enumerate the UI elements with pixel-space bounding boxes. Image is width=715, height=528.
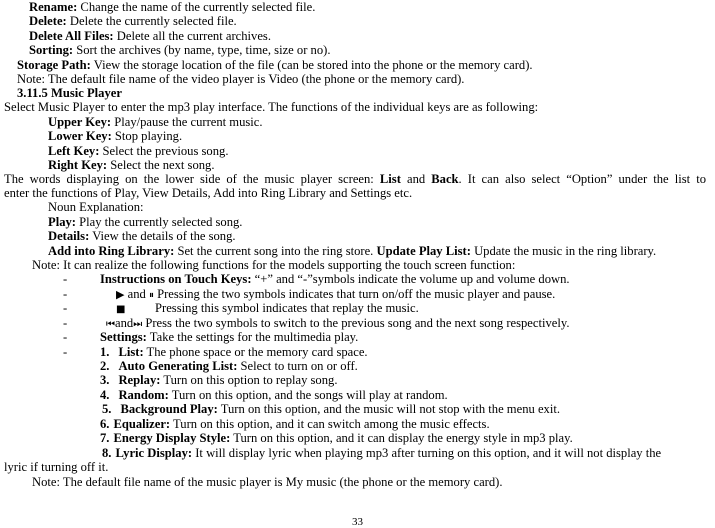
item-num: 3. — [100, 373, 110, 387]
item-term: Lyric Display: — [115, 446, 193, 460]
music-note: Note: The default file name of the music player is My music (the phone or the memory card). — [32, 475, 503, 489]
stop-icon: ■ — [116, 304, 126, 315]
delete-desc: Delete the currently selected file. — [66, 14, 237, 28]
noun-update-term: Update Play List: — [376, 244, 471, 258]
dash: - — [63, 330, 68, 344]
noun-heading: Noun Explanation: — [48, 200, 144, 214]
settings-item-2 — [100, 359, 358, 373]
touch-settings-desc: Take the settings for the multimedia play. — [146, 330, 359, 344]
screen-desc-line1 — [4, 172, 706, 186]
dash: - — [63, 301, 68, 315]
item-num: 1. — [100, 345, 110, 359]
settings-item-8 — [102, 446, 661, 460]
lower-key-line — [48, 129, 182, 143]
touch-settings-line — [100, 330, 358, 344]
item-desc: Turn on this option, and the music will not stop with the menu exit. — [217, 402, 560, 416]
delete-all-term: Delete All Files: — [29, 29, 114, 43]
touch-and2: and — [115, 316, 134, 330]
upper-key-term: Upper Key: — [48, 115, 112, 129]
lower-key-desc: Stop playing. — [111, 129, 183, 143]
noun-details-desc: View the details of the song. — [89, 229, 236, 243]
left-key-desc: Select the previous song. — [99, 144, 229, 158]
noun-play-term: Play: — [48, 215, 76, 229]
lower-key-term: Lower Key: — [48, 129, 112, 143]
delete-all-desc: Delete all the current archives. — [113, 29, 271, 43]
item-term: List: — [118, 345, 144, 359]
dash: - — [63, 272, 68, 286]
right-key-desc: Select the next song. — [107, 158, 215, 172]
screen-desc-a: The words displaying on the lower side of the music player screen: — [4, 172, 380, 186]
upper-key-desc: Play/pause the current music. — [111, 115, 263, 129]
settings-item-4 — [100, 388, 448, 402]
settings-item-7 — [100, 431, 573, 445]
item-term: Auto Generating List: — [118, 359, 238, 373]
storage-path-line — [17, 58, 533, 72]
item-num: 7. — [100, 431, 110, 445]
screen-desc-line2: enter the functions of Play, View Details, Add into Ring Library and Settings etc. — [4, 186, 413, 200]
item-desc: The phone space or the memory card space. — [143, 345, 368, 359]
page-number: 33 — [352, 516, 363, 528]
noun-play-desc: Play the currently selected song. — [75, 215, 243, 229]
touch-settings-term: Settings: — [100, 330, 147, 344]
right-key-line — [48, 158, 215, 172]
pause-icon: ⏸ — [148, 290, 154, 301]
noun-update-desc: Update the music in the ring library. — [470, 244, 657, 258]
item-desc: Turn on this option, and the songs will play at random. — [168, 388, 448, 402]
settings-item-6 — [100, 417, 490, 431]
previous-track-icon: ⏮ — [106, 319, 115, 330]
item-desc: Select to turn on or off. — [237, 359, 358, 373]
dash: - — [63, 287, 68, 301]
touch-stop-line — [116, 301, 125, 317]
touch-stop-desc: Pressing this symbol indicates that replay the music. — [155, 301, 419, 315]
upper-key-line — [48, 115, 263, 129]
noun-ring-term: Add into Ring Library: — [48, 244, 175, 258]
noun-details-term: Details: — [48, 229, 90, 243]
item-num: 2. — [100, 359, 110, 373]
touch-instructions-line — [100, 272, 570, 286]
rename-desc: Change the name of the currently selected file. — [77, 0, 316, 14]
settings-item-8-cont: lyric if turning off it. — [4, 460, 109, 474]
delete-line — [29, 14, 237, 28]
sorting-desc: Sort the archives (by name, type, time, size or no). — [73, 43, 331, 57]
item-desc: Turn on this option, and it can display the energy style in mp3 play. — [230, 431, 573, 445]
item-num: 8. — [102, 446, 112, 460]
next-track-icon: ⏭ — [133, 319, 143, 330]
storage-path-term: Storage Path: — [17, 58, 91, 72]
screen-desc-b: . It can also select “Option” under the list to — [458, 172, 707, 186]
item-num: 4. — [100, 388, 110, 402]
back-word: Back — [431, 172, 459, 186]
touch-instructions-term: Instructions on Touch Keys: — [100, 272, 252, 286]
list-word: List — [379, 172, 401, 186]
rename-line — [29, 0, 315, 14]
intro-text: Select Music Player to enter the mp3 play interface. The functions of the individual keys are as following: — [4, 100, 539, 114]
settings-item-5 — [102, 402, 560, 416]
noun-details-line — [48, 229, 236, 243]
dash: - — [63, 316, 68, 330]
noun-ring-desc: Set the current song into the ring store. — [174, 244, 377, 258]
noun-ring-line — [48, 244, 656, 258]
item-desc: Turn on this option, and it can switch among the music effects. — [170, 417, 490, 431]
item-desc: Turn on this option to replay song. — [160, 373, 338, 387]
delete-all-line — [29, 29, 271, 43]
item-term: Background Play: — [120, 402, 218, 416]
touch-instructions-desc: “+” and “-”symbols indicate the volume up and volume down. — [251, 272, 570, 286]
item-desc: It will display lyric when playing mp3 after turning on this option, and it will not display the — [192, 446, 662, 460]
left-key-line — [48, 144, 228, 158]
touch-note: Note: It can realize the following functions for the models supporting the touch screen function: — [32, 258, 516, 272]
item-term: Energy Display Style: — [113, 431, 231, 445]
sorting-term: Sorting: — [29, 43, 74, 57]
touch-and: and — [124, 287, 149, 301]
left-key-term: Left Key: — [48, 144, 100, 158]
item-term: Equalizer: — [113, 417, 171, 431]
storage-path-desc: View the storage location of the file (can be stored into the phone or the memory card). — [90, 58, 533, 72]
touch-prevnext-desc: Press the two symbols to switch to the previous song and the next song respectively. — [142, 316, 570, 330]
item-num: 6. — [100, 417, 110, 431]
noun-play-line — [48, 215, 242, 229]
screen-desc-and: and — [400, 172, 432, 186]
right-key-term: Right Key: — [48, 158, 108, 172]
item-num: 5. — [102, 402, 112, 416]
item-term: Replay: — [118, 373, 161, 387]
sorting-line — [29, 43, 330, 57]
delete-term: Delete: — [29, 14, 67, 28]
dash: - — [63, 345, 68, 359]
settings-item-3 — [100, 373, 337, 387]
settings-item-1 — [100, 345, 368, 359]
play-icon: ▶ — [116, 288, 125, 301]
item-term: Random: — [118, 388, 169, 402]
rename-term: Rename: — [29, 0, 78, 14]
touch-play-pause-desc: Pressing the two symbols indicates that turn on/off the music player and pause. — [153, 287, 556, 301]
video-note: Note: The default file name of the video player is Video (the phone or the memory card). — [17, 72, 465, 86]
section-heading: 3.11.5 Music Player — [17, 86, 122, 100]
